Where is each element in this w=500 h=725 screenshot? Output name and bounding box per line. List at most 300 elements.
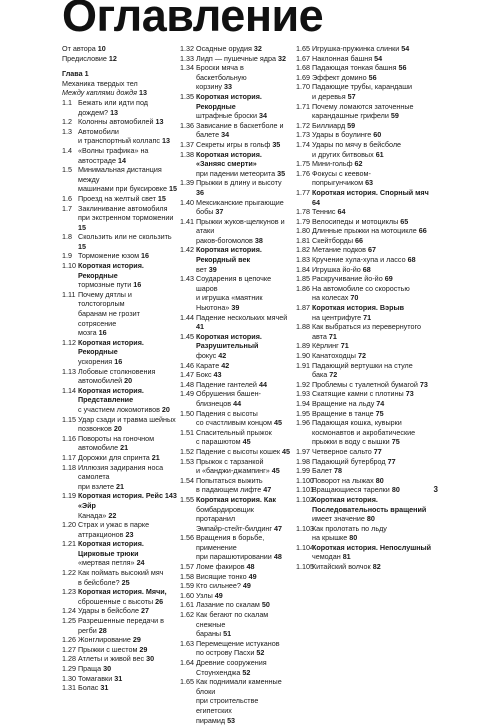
entry-title-line: Падающая кошка, кувырки xyxy=(312,418,402,428)
entry-page: 38 xyxy=(254,235,263,245)
entry-page: 64 xyxy=(337,207,346,217)
entry-title-line: Длинные прыжки на мотоцикле xyxy=(312,226,417,236)
entry-number: 1.26 xyxy=(62,635,76,645)
toc-entry xyxy=(296,447,436,457)
entry-number: 1.56 xyxy=(180,533,194,543)
toc-entry xyxy=(180,639,290,658)
entry-number: 1.23 xyxy=(62,587,76,597)
entry-title-line: На автомобиле со скоростью xyxy=(312,283,410,293)
entry-number: 1.25 xyxy=(62,616,76,626)
entry-title-line: Поворот на лыжах xyxy=(312,475,374,485)
chapter-label: Глава 1 xyxy=(62,69,89,79)
entry-title-line: на крышке xyxy=(312,533,348,543)
entry-title-line: Падение нескольких мячей xyxy=(196,312,288,322)
entry-number: 1.97 xyxy=(296,446,310,456)
page-number: 3 xyxy=(433,485,438,494)
entry-number: 1.59 xyxy=(180,581,194,591)
entry-page: 28 xyxy=(98,625,107,635)
entry-title-line: Бежать или идти под дождем? xyxy=(78,97,148,117)
toc-column-1 xyxy=(62,44,178,693)
toc-entry xyxy=(296,418,436,447)
entry-number: 1.8 xyxy=(62,232,72,242)
entry-title-line: Короткая история. Спорный мяч xyxy=(312,187,429,197)
front-matter-entry xyxy=(62,44,178,54)
entry-page: 45 xyxy=(282,446,291,456)
entry-number: 1.31 xyxy=(62,683,76,693)
entry-title-line: Осадные орудия xyxy=(196,44,252,53)
entry-page: 52 xyxy=(256,648,265,658)
entry-page: 82 xyxy=(372,562,381,572)
entry-number: 1.83 xyxy=(296,255,310,265)
entry-page: 56 xyxy=(398,63,407,73)
toc-entry xyxy=(62,645,178,655)
entry-number: 1.45 xyxy=(180,331,194,341)
entry-title-line: Как поднимали каменные блоки xyxy=(196,677,282,696)
toc-entry xyxy=(296,322,436,341)
toc-column-3 xyxy=(296,44,436,572)
entry-number: 1.33 xyxy=(180,53,194,63)
entry-title-line: Атлеты и живой вес xyxy=(78,654,145,664)
entry-number: 1.92 xyxy=(296,379,310,389)
entry-number: 1.100 xyxy=(296,475,314,485)
toc-entry xyxy=(296,63,436,73)
entry-number: 1.32 xyxy=(180,44,194,53)
entry-page: 81 xyxy=(342,552,351,562)
entry-title-line: Игрушка йо-йо xyxy=(312,264,361,274)
toc-entry xyxy=(180,581,290,591)
entry-number: 1.102 xyxy=(296,494,314,504)
toc-entry xyxy=(62,453,178,463)
entry-number: 1.53 xyxy=(180,456,194,466)
entry-title-line: при строительстве египетских xyxy=(196,696,259,715)
entry-number: 1.81 xyxy=(296,235,310,245)
entry-title-line: Заклинивание автомобиля xyxy=(78,203,168,213)
entry-title-line: попрыгунчиком xyxy=(312,178,364,188)
toc-entry xyxy=(62,683,178,693)
toc-entry xyxy=(62,635,178,645)
entry-page: 73 xyxy=(405,389,414,399)
entry-title-line: Эмпайр-стейт-билдинг xyxy=(196,523,272,533)
entry-title-line: Канада» xyxy=(78,510,107,520)
toc-entry xyxy=(180,245,290,274)
entry-page: 22 xyxy=(108,510,117,520)
toc-entry xyxy=(296,361,436,380)
entry-page: 14 xyxy=(117,155,126,165)
entry-title-line: Падающие трубы, карандаши xyxy=(312,82,413,92)
entry-number: 1.101 xyxy=(296,485,314,495)
toc-entry xyxy=(62,520,178,539)
entry-title-line: Короткая история. Вэрыв xyxy=(312,303,405,313)
toc-entry xyxy=(296,188,436,207)
toc-list-1 xyxy=(62,98,178,693)
entry-title-line: корзину xyxy=(196,82,223,92)
intro-text: Механика твердых тел xyxy=(62,78,138,88)
entry-number: 1.13 xyxy=(62,366,76,376)
entry-page: 12 xyxy=(108,53,117,63)
toc-entry xyxy=(62,491,178,520)
toc-entry xyxy=(180,610,290,639)
entry-title-line: Прыжки в длину и высоту xyxy=(196,178,282,188)
entry-number: 1.44 xyxy=(180,312,194,322)
toc-column-2 xyxy=(180,44,290,725)
entry-number: 1.61 xyxy=(180,600,194,610)
entry-page: 80 xyxy=(375,475,384,485)
entry-title-line: Четверное сальто xyxy=(312,446,372,456)
toc-entry xyxy=(296,476,436,486)
entry-page: 34 xyxy=(221,130,230,140)
toc-entry xyxy=(296,54,436,64)
entry-page: 20 xyxy=(161,404,170,414)
entry-page: 64 xyxy=(312,197,320,207)
entry-page: 73 xyxy=(419,379,428,389)
toc-entry xyxy=(62,232,178,251)
entry-title-line: Удар сзади и травма шейных xyxy=(78,414,176,424)
entry-number: 1.12 xyxy=(62,337,76,347)
entry-title-line: Лидп — пушечные ядра xyxy=(196,53,276,63)
entry-number: 1.63 xyxy=(180,638,194,648)
entry-title-line: Падение с высоты кошек xyxy=(196,446,281,456)
entry-number: 1.95 xyxy=(296,408,310,418)
entry-number: 1.84 xyxy=(296,264,310,274)
entry-page: 20 xyxy=(113,424,122,434)
entry-title-line: Теннис xyxy=(312,207,336,217)
entry-page: 21 xyxy=(151,452,160,462)
entry-page: 32 xyxy=(253,44,262,53)
entry-title-line: раков-богомолов xyxy=(196,235,253,245)
toc-entry xyxy=(296,207,436,217)
entry-number: 1.50 xyxy=(180,408,194,418)
front-matter-entry xyxy=(62,54,178,64)
toc-entry xyxy=(62,539,178,568)
entry-title: От автора xyxy=(62,44,96,53)
entry-page: 71 xyxy=(363,312,372,322)
entry-number: 1.24 xyxy=(62,606,76,616)
entry-page: 25 xyxy=(121,577,130,587)
entry-title-line: Проезд на желтый свет xyxy=(78,193,156,203)
toc-entry xyxy=(180,533,290,562)
entry-number: 1.60 xyxy=(180,590,194,600)
entry-page: 16 xyxy=(98,328,107,338)
entry-number: 1.40 xyxy=(180,197,194,207)
toc-entry xyxy=(180,92,290,121)
entry-page: 32 xyxy=(277,53,286,63)
entry-title-line: Карате xyxy=(196,360,220,370)
entry-title-line: баранам не грозит сотрясение xyxy=(78,309,140,328)
entry-title-line: Мексиканские прыгающие бобы xyxy=(196,197,284,217)
entry-title-line: Велосипеды и мотоциклы xyxy=(312,216,399,226)
entry-page: 50 xyxy=(261,600,270,610)
toc-entry xyxy=(62,568,178,587)
toc-entry xyxy=(296,562,436,572)
entry-page: 49 xyxy=(248,571,257,581)
entry-title-line: «мертвая петля» xyxy=(78,558,135,568)
entry-page: 56 xyxy=(368,72,377,82)
entry-number: 1.99 xyxy=(296,466,310,476)
entry-title-line: при экстренном торможении xyxy=(78,213,174,223)
entry-number: 1.98 xyxy=(296,456,310,466)
entry-number: 1.72 xyxy=(296,120,310,130)
entry-number: 1.51 xyxy=(180,427,194,437)
entry-page: 74 xyxy=(376,398,385,408)
entry-page: 15 xyxy=(78,241,86,251)
entry-title-line: Короткая история. Как xyxy=(196,494,276,504)
entry-title-line: Короткая история. Цирковые трюки xyxy=(78,539,144,558)
entry-title-line: Наклонная башня xyxy=(312,53,373,63)
entry-number: 1.91 xyxy=(296,360,310,370)
entry-title-line: Кёрлинг xyxy=(312,341,339,351)
entry-page: 70 xyxy=(350,293,359,303)
entry-number: 1.35 xyxy=(180,91,194,101)
entry-title-line: чемодан xyxy=(312,552,341,562)
toc-entry xyxy=(296,274,436,284)
entry-title-line: Как поймать высокий мяч xyxy=(78,568,164,578)
entry-number: 1.28 xyxy=(62,654,76,664)
entry-title-line: Прыжок с тарзанкой xyxy=(196,456,264,466)
toc-entry xyxy=(180,600,290,610)
entry-title-line: Разрешенные передачи в регби xyxy=(78,616,164,635)
entry-title-line: Прыжки с шестом xyxy=(78,644,138,654)
entry-number: 1.55 xyxy=(180,494,194,504)
entry-title-line: Дорожки для спринта xyxy=(78,452,150,462)
entry-number: 1.1 xyxy=(62,97,72,107)
entry-title-line: Вращение на льду xyxy=(312,398,375,408)
entry-page: 35 xyxy=(277,168,286,178)
entry-title-line: бака xyxy=(312,370,328,380)
toc-entry xyxy=(296,217,436,227)
entry-title-line: Кто сильнее? xyxy=(196,581,241,591)
entry-number: 1.19 xyxy=(62,491,76,501)
entry-title-line: сброшенные с высоты xyxy=(78,596,154,606)
entry-number: 1.7 xyxy=(62,203,72,213)
entry-number: 1.21 xyxy=(62,539,76,549)
entry-page: 61 xyxy=(375,149,384,159)
entry-page: 52 xyxy=(242,667,251,677)
entry-page: 21 xyxy=(116,481,125,491)
entry-page: 16 xyxy=(114,357,123,366)
entry-number: 1.38 xyxy=(180,149,194,159)
entry-page: 31 xyxy=(114,673,123,683)
entry-number: 1.70 xyxy=(296,82,310,92)
toc-entry xyxy=(62,463,178,492)
toc-entry xyxy=(62,194,178,204)
entry-number: 1.15 xyxy=(62,414,76,424)
entry-page: 66 xyxy=(355,235,364,245)
entry-page: 15 xyxy=(157,193,166,203)
entry-number: 1.17 xyxy=(62,452,76,462)
entry-page: 31 xyxy=(100,683,109,693)
entry-number: 1.85 xyxy=(296,274,310,284)
entry-number: 1.79 xyxy=(296,216,310,226)
entry-title-line: Томагавки xyxy=(78,673,113,683)
toc-entry xyxy=(180,389,290,408)
toc-entry xyxy=(296,44,436,54)
entry-page: 80 xyxy=(349,533,358,543)
entry-title-line: Короткая история. Разрушительный xyxy=(196,331,262,351)
entry-number: 1.49 xyxy=(180,389,194,399)
entry-title-line: Лобовые столкновения xyxy=(78,366,156,376)
entry-title-line: и игрушка «маятник Ньютона» xyxy=(196,293,263,313)
entry-page: 13 xyxy=(155,117,164,127)
toc-entry xyxy=(62,415,178,434)
entry-number: 1.58 xyxy=(180,571,194,581)
toc-entry xyxy=(296,341,436,351)
toc-entry xyxy=(296,409,436,419)
entry-page: 53 xyxy=(227,715,236,725)
entry-number: 1.78 xyxy=(296,207,310,217)
entry-title-line: Узлы xyxy=(196,590,213,600)
toc-entry xyxy=(62,606,178,616)
entry-title-line: Короткая история. Непослушный xyxy=(312,542,432,552)
entry-number: 1.48 xyxy=(180,379,194,389)
toc-entry xyxy=(180,591,290,601)
toc-entry xyxy=(62,367,178,386)
entry-title-line: Кручение хула-хупа и лассо xyxy=(312,255,406,265)
entry-page: 68 xyxy=(407,255,416,265)
entry-title-line: на центрифуге xyxy=(312,312,362,322)
entry-title-line: Падения с высоты xyxy=(196,408,258,418)
entry-title-line: на колесах xyxy=(312,293,349,303)
toc-entry xyxy=(62,117,178,127)
toc-entry xyxy=(296,245,436,255)
toc-entry xyxy=(180,457,290,476)
entry-title-line: Повороты на гоночном xyxy=(78,433,155,443)
entry-title-line: с участием локомотивов xyxy=(78,404,160,414)
entry-number: 1.27 xyxy=(62,644,76,654)
entry-page: 24 xyxy=(136,558,145,568)
entry-page: 77 xyxy=(373,446,382,456)
entry-title-line: Мини-гольф xyxy=(312,159,353,169)
entry-title-line: Минимальная дистанция между xyxy=(78,165,162,184)
entry-title-line: Удары в боулинге xyxy=(312,130,372,140)
entry-page: 66 xyxy=(418,226,427,236)
entry-page: 30 xyxy=(103,664,112,673)
entry-title-line: Падающая тонкая башня xyxy=(312,63,397,73)
entry-title-line: Секреты игры в гольф xyxy=(196,139,271,149)
entry-title-line: Скейтборды xyxy=(312,235,354,245)
entry-title-line: Удары в бейсболе xyxy=(78,606,139,616)
toc-entry xyxy=(62,146,178,165)
toc-entry xyxy=(62,98,178,117)
toc-entry xyxy=(62,434,178,453)
toc-entry xyxy=(296,140,436,159)
toc-entry xyxy=(296,524,436,543)
toc-entry xyxy=(62,664,178,674)
entry-title-line: Вращение в танце xyxy=(312,408,374,418)
entry-title-line: Короткая история. Рекордные xyxy=(78,261,144,280)
entry-page: 51 xyxy=(223,629,232,639)
entry-number: 1.69 xyxy=(296,72,310,82)
entry-page: 54 xyxy=(374,53,383,63)
entry-number: 1.71 xyxy=(296,101,310,111)
entry-title-line: Фокусы с кеевом- xyxy=(312,168,371,178)
entry-title-line: Скользить или не скользить xyxy=(78,232,172,242)
entry-number: 1.20 xyxy=(62,520,76,530)
entry-number: 1.14 xyxy=(62,385,76,395)
entry-title-line: Падающий бутерброд xyxy=(312,456,386,466)
entry-title-line: позвонков xyxy=(78,424,112,434)
entry-number: 1.96 xyxy=(296,418,310,428)
entry-page: 16 xyxy=(133,280,142,290)
toc-entry xyxy=(296,130,436,140)
entry-title-line: и других битвовых xyxy=(312,149,374,159)
entry-number: 1.30 xyxy=(62,673,76,683)
entry-page: 37 xyxy=(215,207,224,217)
toc-entry xyxy=(180,677,290,725)
entry-page: 72 xyxy=(329,370,338,380)
chapter-intro-line xyxy=(62,79,178,89)
entry-page: 49 xyxy=(242,581,251,591)
entry-title-line: фокус xyxy=(196,351,217,360)
toc-entry xyxy=(296,380,436,390)
toc-entry xyxy=(180,150,290,179)
entry-title-line: и транспортный коллапс xyxy=(78,136,160,146)
entry-number: 1.37 xyxy=(180,139,194,149)
entry-title-line: Древние сооружения xyxy=(196,658,267,667)
entry-number: 1.2 xyxy=(62,117,72,127)
entry-number: 1.41 xyxy=(180,216,194,226)
entry-title-line: со счастливым концом xyxy=(196,418,272,428)
toc-entry xyxy=(296,102,436,121)
entry-title-line: вет xyxy=(196,264,207,274)
entry-title-line: Соударения в цепочке шаров xyxy=(196,274,272,293)
entry-title-line: космонавтов и акробатические xyxy=(312,427,416,437)
entry-title-line: Короткая история. Рекордный век xyxy=(196,245,262,265)
entry-title-line: Короткая история. Рекордные xyxy=(78,337,144,357)
toc-entry xyxy=(296,121,436,131)
entry-page: 13 xyxy=(138,88,147,98)
entry-number: 1.4 xyxy=(62,145,72,155)
entry-title-line: Жонглирование xyxy=(78,635,131,645)
toc-entry xyxy=(180,361,290,371)
toc-entry xyxy=(180,63,290,92)
toc-entry xyxy=(296,389,436,399)
toc-entry xyxy=(296,265,436,275)
entry-title-line: при взлете xyxy=(78,481,115,491)
entry-title-line: Падающий вертушки на стуле xyxy=(312,360,413,370)
entry-page: 62 xyxy=(354,159,363,169)
entry-title-line: Короткая история. Последовательность вращений xyxy=(312,494,427,514)
toc-entry xyxy=(180,572,290,582)
entry-number: 1.39 xyxy=(180,178,194,188)
toc-entry xyxy=(62,616,178,635)
entry-number: 1.86 xyxy=(296,283,310,293)
toc-entry xyxy=(62,251,178,261)
entry-title-line: Обрушения башен-близнецов xyxy=(196,389,261,408)
toc-entry xyxy=(296,485,436,495)
entry-number: 1.11 xyxy=(62,289,76,299)
entry-title-line: аттракционов xyxy=(78,529,124,539)
entry-number: 1.103 xyxy=(296,523,314,533)
entry-page: 15 xyxy=(78,222,86,232)
toc-entry xyxy=(62,204,178,233)
toc-entry xyxy=(180,198,290,217)
entry-page: 80 xyxy=(366,514,375,524)
entry-page: 47 xyxy=(263,485,272,495)
entry-page: 48 xyxy=(273,552,282,562)
entry-title-line: Эффект домино xyxy=(312,72,367,82)
toc-entry xyxy=(180,140,290,150)
entry-page: 59 xyxy=(347,120,356,130)
entry-title-line: Праща xyxy=(78,664,102,673)
entry-number: 1.62 xyxy=(180,610,194,620)
entry-title-line: Зависание в баскетболе и балете xyxy=(196,120,284,140)
entry-title-line: Китайский волчок xyxy=(312,562,371,572)
entry-number: 1.34 xyxy=(180,63,194,73)
entry-page: 29 xyxy=(132,635,141,645)
toc-entry xyxy=(62,165,178,194)
entry-number: 1.73 xyxy=(296,130,310,140)
entry-number: 1.88 xyxy=(296,322,310,332)
